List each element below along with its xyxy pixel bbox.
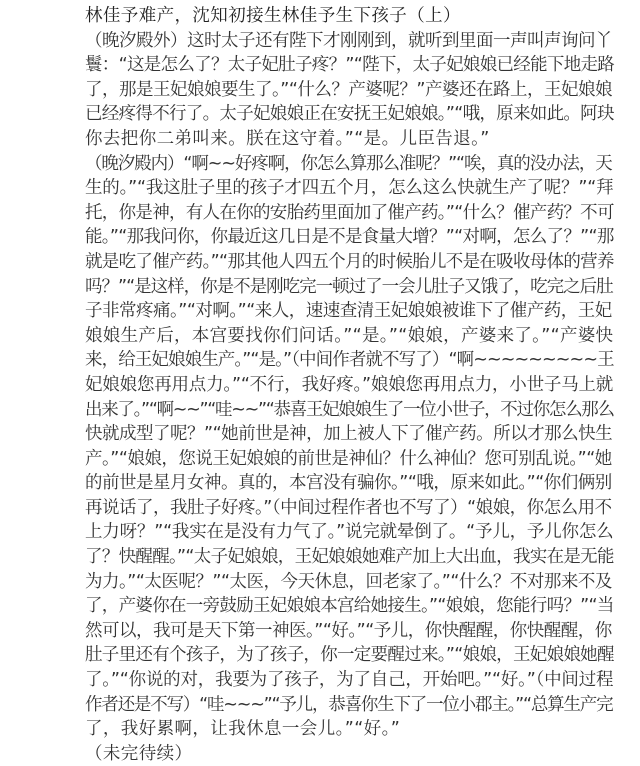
body-line: 产。”“娘娘，您说王妃娘娘的前世是神仙？什么神仙？您可别乱说。”“她 xyxy=(85,448,612,469)
body-line: 已经疼得不行了。太子妃娘娘正在安抚王妃娘娘。”“哦，原来如此。阿玦 xyxy=(85,104,614,125)
body-line: 娘娘生产后，本宫要找你们问话。”“是。”“娘娘，产婆来了。”“产婆快 xyxy=(85,325,614,346)
body-line: 为力。”“太医呢？”“太医，今天休息，回老家了。”“什么？不对那来不及 xyxy=(85,571,612,592)
body-line: 你去把你二弟叫来。朕在这守着。”“是。儿臣告退。” xyxy=(85,128,490,149)
body-line: 了，产婆你在一旁鼓励王妃娘娘本宫给她接生。”“娘娘，您能行吗？”“当 xyxy=(85,596,614,617)
body-line: （未完待续） xyxy=(85,743,193,764)
body-line: 了。”“你说的对，我要为了孩子，为了自己，开始吧。”“好。”（中间过程 xyxy=(85,670,614,691)
body-line: 快就成型了呢？”“她前世是神，加上被人下了催产药。所以才那么快生 xyxy=(85,424,613,445)
body-line: 托，你是神，有人在你的安胎药里面加了催产药。”“什么？催产药？不可 xyxy=(85,202,614,223)
body-line: 出来了。”“啊~~”“哇~~”“恭喜王妃娘娘生了一位小世子，不过你怎么那么 xyxy=(85,399,614,420)
body-line: （晚汐殿外）这时太子还有陛下才刚刚到，就听到里面一声叫声询问丫 xyxy=(85,30,612,51)
body-line: 妃娘娘您再用点力。”“不行，我好疼。”娘娘您再用点力，小世子马上就 xyxy=(85,374,614,395)
body-line: 就是吃了催产药。”“那其他人四五个月的时候胎儿不是在吸收母体的营养 xyxy=(85,251,614,272)
body-line: 子非常疼痛。”“对啊。”“来人，速速查清王妃娘娘被谁下了催产药，王妃 xyxy=(85,301,612,322)
article-title: 林佳予难产，沈知初接生林佳予生下孩子（上） xyxy=(85,6,461,26)
body-line: 肚子里还有个孩子，为了孩子，你一定要醒过来。”“娘娘，王妃娘娘她醒 xyxy=(85,645,614,666)
body-line: 上力呀？”“我实在是没有力气了。”说完就晕倒了。“予儿，予儿你怎么 xyxy=(85,522,614,543)
body-line: 了，那是王妃娘娘要生了。”“什么？产婆呢？”产婆还在路上，王妃娘娘 xyxy=(85,79,612,100)
body-line: 作者还是不写）“哇~~~”“予儿，恭喜你生下了一位小郡主。”“总算生产完 xyxy=(85,694,613,715)
body-line: 的前世是星月女神。真的，本宫没有骗你。”“哦，原来如此。”“你们俩别 xyxy=(85,473,612,494)
body-line: 然可以，我可是天下第一神医。”“好。”“予儿，你快醒醒，你快醒醒，你 xyxy=(85,620,612,641)
body-line: 了？快醒醒。”“太子妃娘娘，王妃娘娘她难产加上大出血，我实在是无能 xyxy=(85,547,614,568)
body-line: 来，给王妃娘娘生产。”“是。”（中间作者就不写了）“啊~~~~~~~~~王 xyxy=(85,350,614,371)
body-line: 生的。”“我这肚子里的孩子才四五个月，怎么这么快就生产了呢？”“拜 xyxy=(85,178,614,199)
body-line: 鬟：“这是怎么了？太子妃肚子疼？”“陛下，太子妃娘娘已经能下地走路 xyxy=(85,55,615,76)
article-body xyxy=(85,29,614,766)
body-line: 了，我好累啊，让我休息一会儿。”“好。” xyxy=(85,719,401,740)
body-line: 吗？”“是这样，你是不是刚吃完一顿过了一会儿肚子又饿了，吃完之后肚 xyxy=(85,276,613,297)
body-line: 再说话了，我肚子好疼。”（中间过程作者也不写了）“娘娘，你怎么用不 xyxy=(85,497,612,518)
body-line: （晚汐殿内）“啊~~好疼啊，你怎么算那么准呢？”“唉，真的没办法，天 xyxy=(85,153,612,174)
body-line: 能。”“那我问你，你最近这几日是不是食量大增？”“对啊，怎么了？”“那 xyxy=(85,227,614,248)
